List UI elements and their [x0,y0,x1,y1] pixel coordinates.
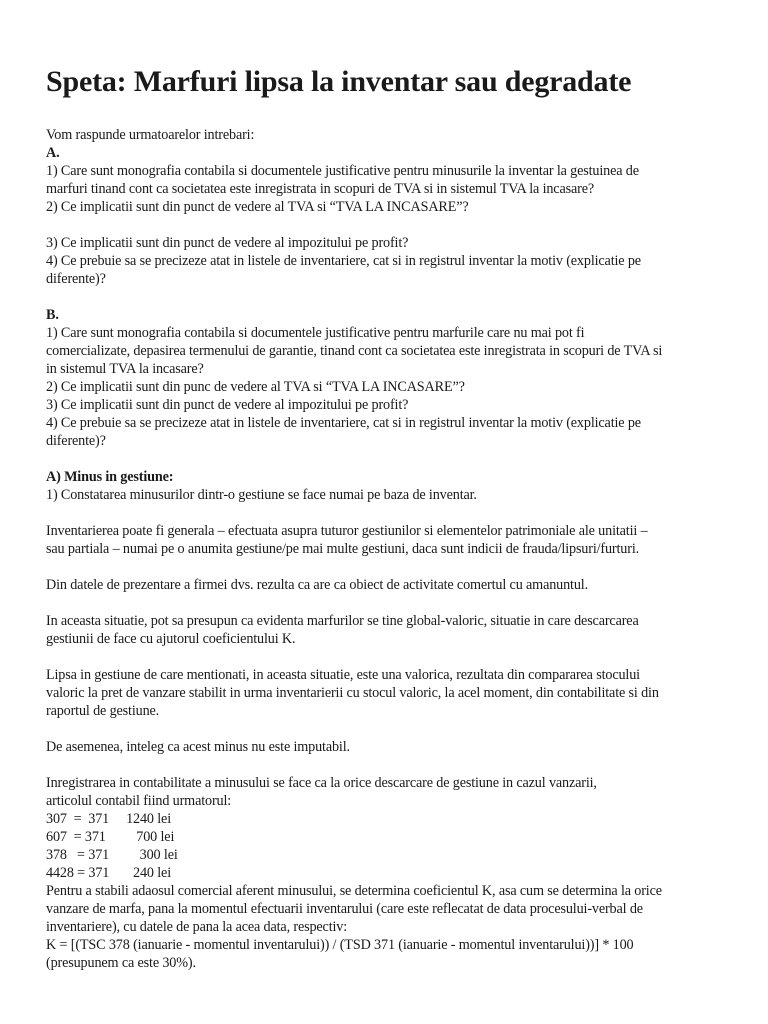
section-a-heading: A. [46,145,60,161]
question-a3: 3) Ce implicatii sunt din punct de vedere al impozitului pe profit? [46,235,409,251]
intro-line: Vom raspunde urmatoarelor intrebari: [46,127,255,143]
spacer [46,216,726,234]
accounting-entry: 307 = 371 1240 lei [46,811,171,827]
answer-a-heading: A) Minus in gestiune: [46,469,174,485]
question-a2: 2) Ce implicatii sunt din punct de vedere al TVA si “TVA LA INCASARE”? [46,199,469,215]
paragraph-line: Lipsa in gestiune de care mentionati, in aceasta situatie, este una valorica, rezultata din compararea stocului [46,667,640,683]
question-b1-line2: comercializate, depasirea termenului de garantie, tinand cont ca societatea este inregistrata in scopuri de TVA si [46,343,663,359]
accounting-entry: 4428 = 371 240 lei [46,865,171,881]
paragraph-line: inventariere), cu datele de pana la acea data, respectiv: [46,919,348,935]
spacer [46,648,726,666]
section-b-heading: B. [46,307,59,323]
paragraph-line: valoric la pret de vanzare stabilit in urma inventarierii cu stocul valoric, la acel moment, din contabilitate si din [46,685,659,701]
document-title: Speta: Marfuri lipsa la inventar sau degradate [46,65,632,98]
document-page [46,64,726,972]
question-b4-line1: 4) Ce prebuie sa se precizeze atat in listele de inventariere, cat si in registrul inventar la motiv (explicatie pe [46,415,641,431]
paragraph-line: (presupunem ca este 30%). [46,955,196,971]
paragraph-line: Din datele de prezentare a firmei dvs. rezulta ca are ca obiect de activitate comertul cu amanuntul. [46,577,588,593]
formula-line: K = [(TSC 378 (ianuarie - momentul inventarului)) / (TSD 371 (ianuarie - momentul inventarului))] * 100 [46,937,634,953]
question-b1-line1: 1) Care sunt monografia contabila si documentele justificative pentru marfurile care nu mai pot fi [46,325,585,341]
question-a4-line1: 4) Ce prebuie sa se precizeze atat in listele de inventariere, cat si in registrul inventar la motiv (explicatie pe [46,253,641,269]
question-b1-line3: in sistemul TVA la incasare? [46,361,204,377]
paragraph-line: In aceasta situatie, pot sa presupun ca evidenta marfurilor se tine global-valoric, situatie in care descarcarea [46,613,639,629]
spacer [46,756,726,774]
question-a1-line1: 1) Care sunt monografia contabila si documentele justificative pentru minusurile la inventar la gestuinea de [46,163,639,179]
question-a4-line2: diferente)? [46,271,106,287]
spacer [46,720,726,738]
paragraph-line: Inventarierea poate fi generala – efectuata asupra tuturor gestiunilor si elementelor patrimoniale ale unitatii – [46,523,648,539]
paragraph-line: gestiunii de face cu ajutorul coeficientului K. [46,631,296,647]
question-b3: 3) Ce implicatii sunt din punct de vedere al impozitului pe profit? [46,397,409,413]
paragraph-line: 1) Constatarea minusurilor dintr-o gestiune se face numai pe baza de inventar. [46,487,477,503]
spacer [46,450,726,468]
accounting-entry: 607 = 371 700 lei [46,829,175,845]
paragraph-line: sau partiala – numai pe o anumita gestiune/pe mai multe gestiuni, daca sunt indicii de frauda/lipsuri/furturi. [46,541,640,557]
paragraph-line: Pentru a stabili adaosul comercial aferent minusului, se determina coeficientul K, asa cum se determina la orice [46,883,662,899]
question-b4-line2: diferente)? [46,433,106,449]
spacer [46,594,726,612]
paragraph-line: raportul de gestiune. [46,703,160,719]
paragraph-line: articolul contabil fiind urmatorul: [46,793,232,809]
spacer [46,288,726,306]
paragraph-line: De asemenea, inteleg ca acest minus nu este imputabil. [46,739,350,755]
spacer [46,504,726,522]
spacer [46,558,726,576]
accounting-entry: 378 = 371 300 lei [46,847,178,863]
paragraph-line: Inregistrarea in contabilitate a minusului se face ca la orice descarcare de gestiune in cazul vanzarii, [46,775,597,791]
paragraph-line: vanzare de marfa, pana la momentul efectuarii inventarului (care este reflecatat de data procesului-verbal de [46,901,643,917]
question-a1-line2: marfuri tinand cont ca societatea este inregistrata in scopuri de TVA si in sistemul TVA la incasare? [46,181,594,197]
question-b2: 2) Ce implicatii sunt din punc de vedere al TVA si “TVA LA INCASARE”? [46,379,465,395]
